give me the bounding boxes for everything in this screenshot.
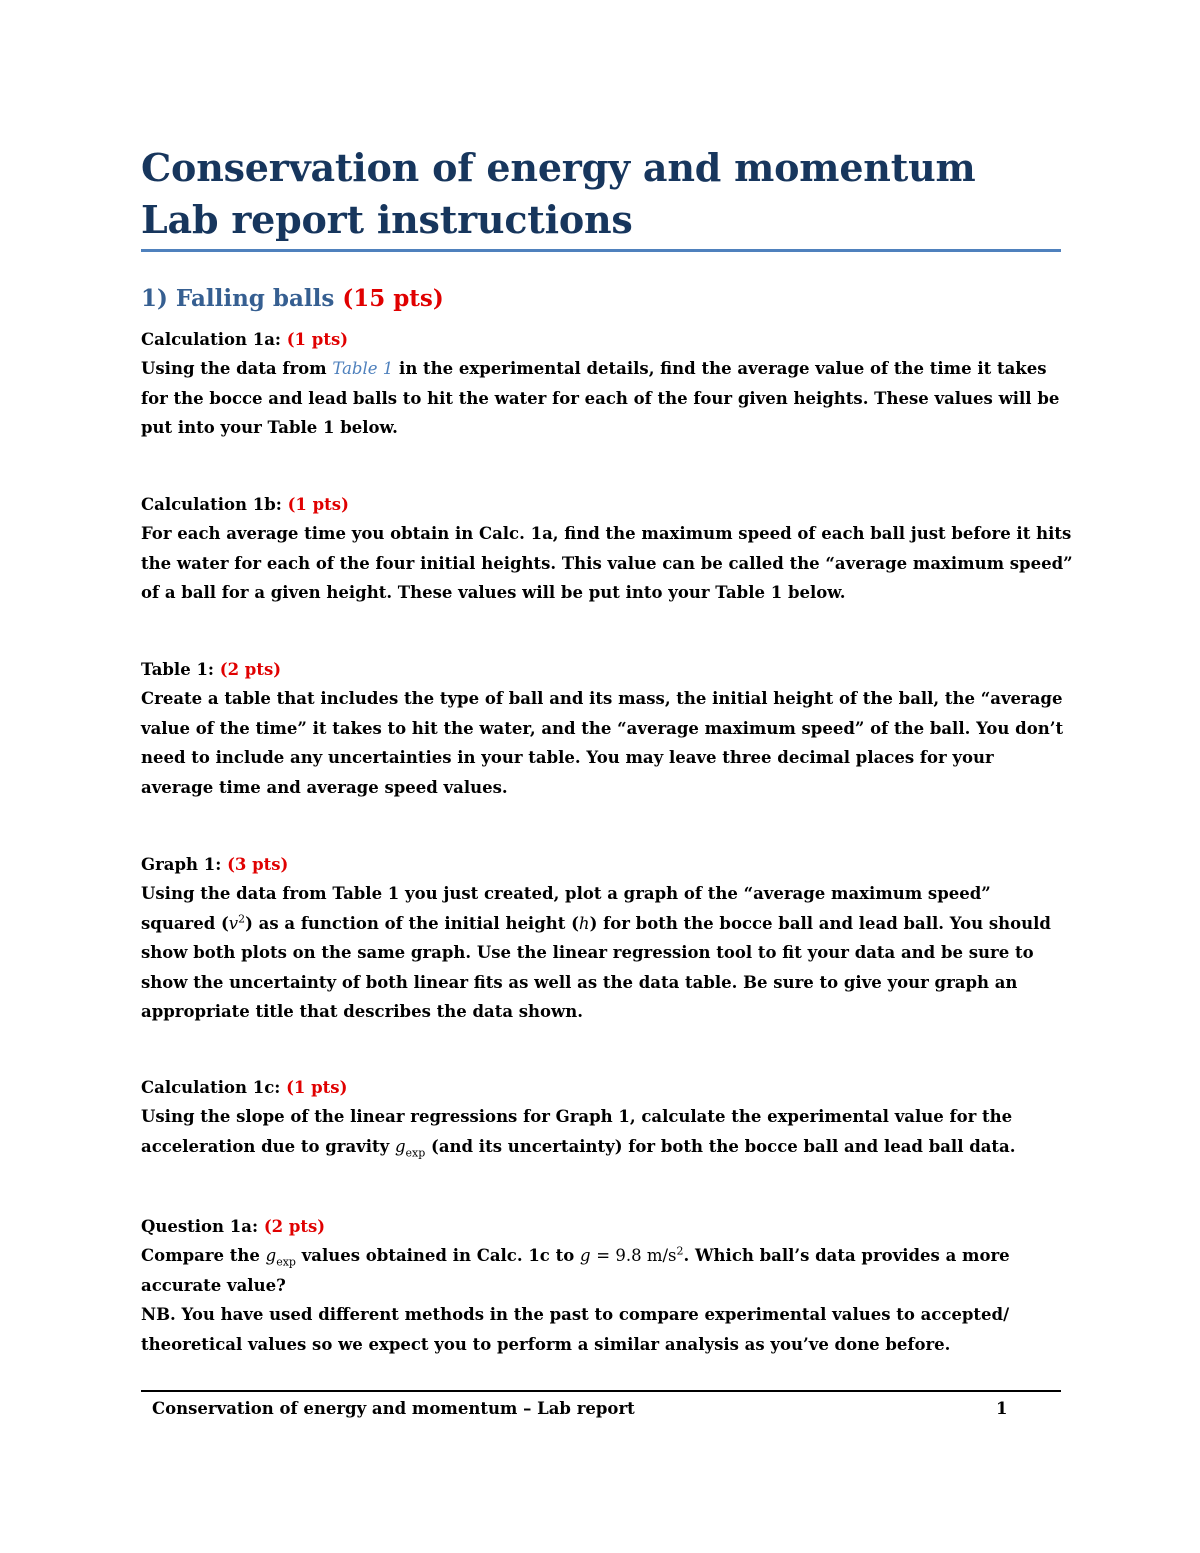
calculation-1c-heading: [141, 1073, 1071, 1102]
paragraph-line: Create a table that includes the type of ball and its mass, the initial height of the ball, the “average: [141, 689, 1063, 709]
page-number: 1: [996, 1399, 1008, 1418]
paragraph-line: theoretical values so we expect you to perform a similar analysis as you’ve done before.: [141, 1334, 951, 1354]
title-divider: [141, 249, 1061, 252]
paragraph-line: For each average time you obtain in Calc. 1a, find the maximum speed of each ball just before it hits: [141, 524, 1072, 544]
paragraph-line: appropriate title that describes the data shown.: [141, 1002, 583, 1022]
paragraph-line: put into your Table 1 below.: [141, 418, 398, 438]
paragraph-line: [141, 1241, 1071, 1270]
section-heading-text: 1) Falling balls: [141, 285, 335, 312]
paragraph-line: average time and average speed values.: [141, 777, 508, 797]
calculation-1b-heading: [141, 490, 1071, 519]
text-span: (and its uncertainty) for both the bocce ball and lead ball data.: [431, 1136, 1016, 1156]
math-equation: = 9.8 m/s: [596, 1246, 677, 1266]
graph-1-heading: [141, 850, 1071, 879]
footer-title: Conservation of energy and momentum – Lab report: [152, 1399, 635, 1418]
paragraph-line: Using the data from Table 1 you just created, plot a graph of the “average maximum speed”: [141, 884, 991, 904]
calculation-1a-block: [141, 325, 1071, 443]
paragraph-line: [141, 909, 1071, 938]
footer-divider: [141, 1390, 1061, 1392]
calculation-1a-heading: [141, 325, 1071, 354]
title-line-1: Conservation of energy and momentum: [141, 145, 976, 190]
item-label: Table 1:: [141, 660, 215, 679]
text-span: acceleration due to gravity: [141, 1136, 390, 1156]
paragraph-line: the water for each of the four initial heights. This value can be called the “average maximum speed”: [141, 553, 1073, 573]
item-label: Calculation 1b:: [141, 495, 282, 514]
text-span: squared (: [141, 913, 229, 933]
math-h: h: [578, 913, 590, 933]
math-g: g: [394, 1136, 406, 1156]
paragraph-line: [141, 1132, 1071, 1161]
math-superscript: 2: [676, 1244, 684, 1258]
text-span: . Which ball’s data provides a more: [683, 1246, 1010, 1266]
math-g: g: [579, 1246, 591, 1266]
item-points: (2 pts): [219, 660, 282, 679]
math-superscript: 2: [238, 912, 246, 926]
item-points: (1 pts): [286, 1078, 348, 1097]
table-reference: Table 1: [332, 359, 394, 379]
item-label: Calculation 1a:: [141, 330, 281, 349]
paragraph-line: [141, 354, 1071, 383]
text-span: ) for both the bocce ball and lead ball. You should: [589, 913, 1051, 933]
item-label: Question 1a:: [141, 1217, 259, 1236]
table-1-block: [141, 655, 1071, 802]
text-span: Compare the: [141, 1246, 260, 1266]
math-g: g: [265, 1246, 277, 1266]
calculation-1c-block: [141, 1073, 1071, 1161]
paragraph-line: [141, 1300, 1071, 1329]
table-1-heading: [141, 655, 1071, 684]
question-1a-heading: [141, 1212, 1071, 1241]
paragraph-line: accurate value?: [141, 1275, 286, 1295]
section-points: (15 pts): [342, 285, 444, 312]
item-points: (1 pts): [287, 495, 349, 514]
item-points: (3 pts): [227, 855, 289, 874]
section-heading-falling-balls: [141, 282, 444, 316]
paragraph-line: Using the slope of the linear regressions for Graph 1, calculate the experimental value for the: [141, 1107, 1013, 1127]
text-span: ) as a function of the initial height (: [245, 913, 579, 933]
paragraph-line: value of the time” it takes to hit the water, and the “average maximum speed” of the ball. You don’t: [141, 718, 1064, 738]
item-points: (2 pts): [263, 1217, 326, 1236]
calculation-1b-block: [141, 490, 1071, 608]
item-points: (1 pts): [286, 330, 349, 349]
nb-label: NB.: [141, 1305, 176, 1325]
text-span: You have used different methods in the past to compare experimental values to accepted/: [181, 1305, 1010, 1325]
text-span: values obtained in Calc. 1c to: [301, 1246, 575, 1266]
item-label: Graph 1:: [141, 855, 222, 874]
paragraph-line: for the bocce and lead balls to hit the water for each of the four given heights. These values will be: [141, 388, 1060, 408]
graph-1-block: [141, 850, 1071, 1026]
math-subscript: exp: [276, 1255, 296, 1269]
math-v: v: [228, 913, 239, 933]
document-title: [141, 142, 1061, 246]
question-1a-block: [141, 1212, 1071, 1359]
paragraph-line: of a ball for a given height. These values will be put into your Table 1 below.: [141, 583, 846, 603]
paragraph-line: show the uncertainty of both linear fits as well as the data table. Be sure to give your graph an: [141, 972, 1018, 992]
math-subscript: exp: [405, 1146, 426, 1160]
paragraph-line: show both plots on the same graph. Use the linear regression tool to fit your data and be sure to: [141, 943, 1034, 963]
title-line-2: Lab report instructions: [141, 197, 633, 242]
text-span: in the experimental details, find the average value of the time it takes: [399, 359, 1047, 379]
text-span: Using the data from: [141, 359, 327, 379]
paragraph-line: need to include any uncertainties in your table. You may leave three decimal places for your: [141, 748, 994, 768]
item-label: Calculation 1c:: [141, 1078, 281, 1097]
